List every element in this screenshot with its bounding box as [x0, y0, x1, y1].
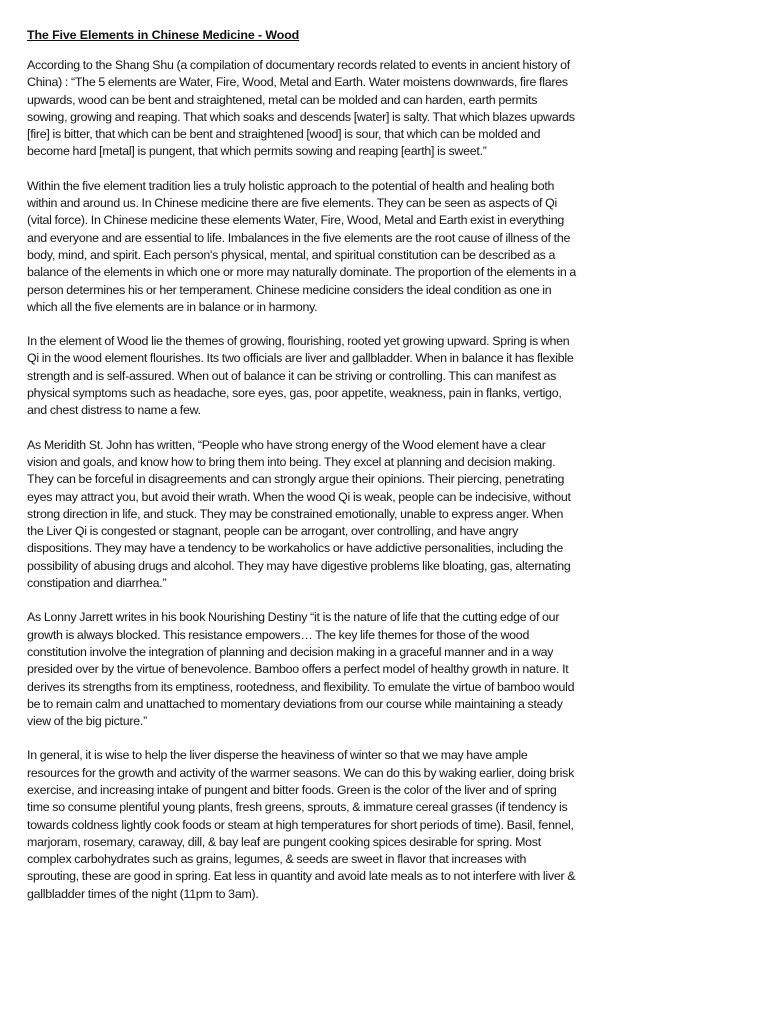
paragraph-holistic-tradition: Within the five element tradition lies a truly holistic approach to the potential of health and healing both within and around us. In Chinese medicine there are five elements. They can be seen as aspects of Qi (vital force). In Chinese medicine these elements Water, Fire, Wood, Metal and Earth exist in everything and everyone and are essential to life. Imbalances in the five elements are the root cause of illness of the body, mind, and spirit. Each person's physical, mental, and spiritual constitution can be described as a balance of the elements in which one or more may naturally dominate. The proportion of the elements in a person determines his or her temperament. Chinese medicine considers the ideal condition as one in which all the five elements are in balance or in harmony.	[27, 178, 576, 314]
paragraph-lonny-jarrett-quote: As Lonny Jarrett writes in his book Nourishing Destiny “it is the nature of life that the cutting edge of our growth is always blocked. This resistance empowers… The key life themes for those of the wood constitution involve the integration of planning and decision making in a graceful manner and in a way presided over by the virtue of benevolence. Bamboo offers a perfect model of healthy growth in nature. It derives its strengths from its emptiness, rootedness, and flexibility. To emulate the virtue of bamboo would be to remain calm and unattached to momentary deviations from our course while maintaining a steady view of the big picture.”	[27, 610, 575, 729]
paragraph-spring-diet: In general, it is wise to help the liver disperse the heaviness of winter so that we may have ample resources for the growth and activity of the warmer seasons. We can do this by waking earlier, doing brisk exercise, and increasing intake of pungent and bitter foods. Green is the color of the liver and of spring time so consume plentiful young plants, fresh greens, sprouts, & immature cereal grasses (if tendency is towards coldness lightly cook foods or steam at high temperatures for short periods of time). Basil, fennel, marjoram, rosemary, caraway, dill, & bay leaf are pungent cooking spices desirable for spring. Most complex carbohydrates such as grains, legumes, & seeds are sweet in flavor that increases with sprouting, these are good in spring. Eat less in quantity and avoid late meals as to not interfere with liver & gallbladder times of the night (11pm to 3am).	[27, 748, 576, 901]
paragraph-wood-element: In the element of Wood lie the themes of growing, flourishing, rooted yet growing upward. Spring is when Qi in the wood element flourishes. Its two officials are liver and gallbladder. When in balance it has flexible strength and is self-assured. When out of balance it can be striving or controlling. This can manifest as physical symptoms such as headache, sore eyes, gas, poor appetite, weakness, pain in flanks, vertigo, and chest distress to name a few.	[27, 334, 574, 418]
paragraph-meridith-quote: As Meridith St. John has written, “People who have strong energy of the Wood element have a clear vision and goals, and know how to bring them into being. They excel at planning and decision making. They can be forceful in disagreements and can strongly argue their opinions. Their piercing, penetrating eyes may attract you, but avoid their wrath. When the wood Qi is weak, people can be indecisive, without strong direction in life, and stuck. They may be constrained emotionally, unable to express anger. When the Liver Qi is congested or stagnant, people can be arrogant, over controlling, and have angry dispositions. They may have a tendency to be workaholics or have addictive personalities, including the possibility of abusing drugs and alcohol. They may have digestive problems like bloating, gas, alternating constipation and diarrhea.”	[27, 437, 571, 591]
paragraph-shang-shu: According to the Shang Shu (a compilation of documentary records related to events in ancient history of China) : “The 5 elements are Water, Fire, Wood, Metal and Earth. Water moistens downwards, fire flares upwards, wood can be bent and straightened, metal can be molded and can harden, earth permits sowing, growing and reaping. That which soaks and descends [water] is salty. That which blazes upwards [fire] is bitter, that which can be bent and straightened [wood] is sour, that which can be molded and become hard [metal] is pungent, that which permits sowing and reaping [earth] is sweet.”	[27, 58, 575, 159]
document-title: The Five Elements in Chinese Medicine - Wood	[27, 28, 300, 42]
